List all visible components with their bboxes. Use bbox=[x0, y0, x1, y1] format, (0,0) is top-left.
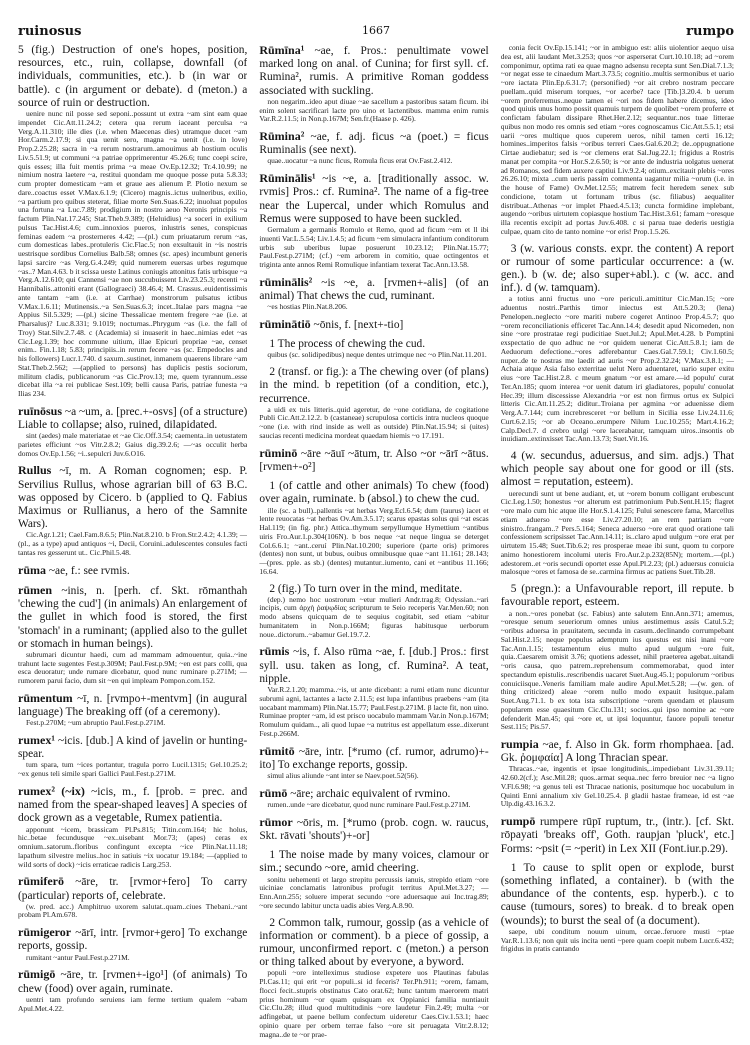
entry-citations: quae..uocatur ~a nunc ficus, Romula ficus erat Ov.Fast.2.412. bbox=[267, 156, 453, 166]
dictionary-entry bbox=[259, 480, 488, 576]
entry-definition bbox=[259, 849, 488, 875]
entry-definition bbox=[18, 785, 247, 826]
definition-text: ~ī, n. [rvmpo+-mentvm] (in augural language) The breaking off (of a ceremony). bbox=[18, 692, 248, 719]
entry-citations: non negarim..ideo aput diuae ~ae sacellum a pastoribus satam ficum. ibi enim solent sacrificari lacte pro uino et lactentibus. mamma enim rumis Var.R.2.11.5; in Non.p.167M; Sen.fr.(Haase p. 426). bbox=[259, 96, 489, 124]
dictionary-entry bbox=[259, 338, 488, 360]
entry-definition bbox=[259, 645, 488, 686]
dictionary-entry bbox=[259, 816, 488, 843]
definition-text: 2 (transf. or fig.): a The chewing over (of plans) in the mind. b repetition (of a condition, etc.), recurrence. bbox=[259, 366, 489, 405]
entry-headword: rumex² (~ix) bbox=[18, 783, 85, 798]
entry-citations: quibus (sc. solidipedibus) neque dentes utrimque nec ~o Plin.Nat.11.201. bbox=[267, 350, 487, 360]
entry-citations: uentri tam profundo seruiens iam ferme tertium qualem ~abam Apul.Met.4.22. bbox=[18, 994, 248, 1013]
definition-text: ~ārī, intr. [rvmor+gero] To exchange reports, gossip. bbox=[18, 927, 248, 953]
definition-text: 1 The process of chewing the cud. bbox=[269, 338, 426, 351]
dictionary-entry bbox=[259, 745, 488, 781]
entry-definition bbox=[259, 130, 488, 157]
entry-definition bbox=[259, 44, 488, 98]
definition-text: rumpere rūpī ruptum, tr., (intr.). [cf. Skt. rōpayati 'breaks off', Goth. raupjan 'pluck', etc.] Forms: ~psit (= ~perit) in Lex XII (Font.iur.p.29). bbox=[500, 816, 735, 855]
definition-text: ~a ~um, a. [prec.+-osvs] (of a structure) Liable to collapse; also, ruined, dilapidated. bbox=[18, 405, 248, 431]
definition-text: ~is ~e, a. [rvmen+-alis] (of an animal) That chews the cud, ruminant. bbox=[259, 276, 489, 302]
entry-headword: rūmigeror bbox=[18, 925, 72, 940]
entry-citations: Germalum a germanis Romulo et Remo, quod ad ficum ~em et ll ibi inuenti Var.L.5.54; Liv.1.4.5; ad ficum ~em simulacra infantium conditorum urbis sub uberibus lupae posuerunt 10.23.12; Plin.Nat.15.77; Paul.Fest.p.271M; (cf.) ~em arborem in comitio, quae octingentos et triginta ante annos Remi Romulique infantiam texerat Tac.Ann.13.58. bbox=[259, 225, 489, 270]
definition-text: ~āre, tr. [rvmor+fero] To carry (particular) reports of, celebrate. bbox=[18, 876, 248, 902]
entry-headword: rumpō bbox=[500, 814, 536, 829]
entry-citations: (w. pred. acc.) Amphitruo uxorem salutat..quam..ciues Thebani..~ant probam Pl.Am.678. bbox=[18, 901, 248, 920]
definition-text: 1 The noise made by many voices, clamour or sim.; secundo ~ore, amid cheering. bbox=[259, 849, 489, 875]
definition-text: ~icis, m., f. [prob. = prec. and named from the spear-shaped leaves] A species of dock grown as a vegetable, Rumex patientia. bbox=[18, 785, 248, 825]
page-header bbox=[18, 24, 734, 38]
definition-text: ~is ~e, a. [traditionally assoc. w. rvmis] Pros.: cf. Rumina². The name of a fig-tree near the Lupercal, under which Romulus and Remus were supposed to have been suckled. bbox=[259, 173, 489, 225]
entry-headword: rumex¹ bbox=[18, 733, 55, 748]
entry-citations: Cic.Agr.1.21; Cael.Fam.8.6.5; Plin.Nat.8.210. b Fron.Str.2.4.2; 4.1.39; —(pl., as a type) apud antiquos ~i, Decii, Coruini..adulescentes consules facti tantas res gesserunt ut.. Cic.Phil.5.48. bbox=[18, 530, 248, 557]
dictionary-entry bbox=[18, 926, 247, 962]
definition-text: ~āre ~āuī ~ātum, tr. Also ~or ~ārī ~ātus. [rvmen+-o²] bbox=[259, 447, 489, 473]
dictionary-entry bbox=[501, 44, 734, 237]
dictionary-entry bbox=[18, 464, 247, 557]
entry-headword: ruīnōsus bbox=[18, 403, 63, 418]
definition-text: ~ī, m. A Roman cognomen; esp. P. Servilius Rullus, whose agrarian bill of 63 B.C. was opposed by Cicero. b (applied to Q. Fabius Maximus or Rullianus, a hero of the Samnite Wars). bbox=[18, 465, 248, 531]
entry-headword: rūmigō bbox=[18, 967, 56, 982]
entry-citations: Var.R.2.1.20; mamma..~is, ut ante dicebant: a rumi etiam nunc dicuntur subrumi agni, lactantes a lacte 2.11.5; est lupa infantibus praebens ~am (ita uocabant mammam) Plin.Nat.15.77; Paul.Fest.p.271M. β lacte fit, non uino. Ruminae propter ~am, id est prisco uocabulo mammam Var.in Non.p.167M; Romulum quidam.., ali quod lupae ~a nutritus est appellatum esse..dixerunt Fest.p.266M. bbox=[259, 685, 489, 738]
definition-text: ~ae, f. adj. ficus ~a (poet.) = ficus Ruminalis (see next). bbox=[259, 131, 489, 157]
entry-citations: uerecundi sunt ut bene audiant, et, ut ~orem bonum colligant erubescunt Cic.Leg.1.50; honestus ~or alterum est patrimonium Pub.Sent.H.15; flagret ~ore malo cum hic atque ille Hor.S.1.4.125; Fului senescere fama, Marcellus etiam aduerso ~ore esse Liv.27.20.10; an rem patriam ~ore sinistro..frangam..? Pers.5.164; Seneca aduerso ~ore erat quod oratione tali confessionem scripsisset Tac.Ann.14.11; is..claro apud uulgum ~ore erat per uirtutem 15.48; Suet.Tib.6.2; res prosperae meae ibi sunt, quom tu corpore animo honestiorem incolumi uteris Fro.Aur.2.p.232(85N); mortem..—(pl.) adestorem..et ~oris secundi oportet esse Apul.Pl.2.23; (pl.) aduersus conuicia malosque ~ores et famosa de se..carmina firmus ac patiens Suet.Tib.28. bbox=[500, 488, 735, 577]
dictionary-entry bbox=[259, 276, 488, 312]
definition-text: ~ōris, m. [*rumo (prob. cogn. w. raucus, Skt. rāvati 'shouts')+-or] bbox=[259, 816, 489, 842]
entry-headword: rūmen bbox=[18, 582, 52, 597]
dictionary-entry bbox=[501, 450, 734, 577]
dictionary-entry bbox=[259, 917, 488, 1040]
dictionary-entry bbox=[18, 875, 247, 920]
definition-text: ~icis. [dub.] A kind of javelin or hunting-spear. bbox=[18, 735, 248, 761]
definition-text: ~āre, intr. [*rumo (cf. rumor, adrumo)+-ito] To exchange reports, gossip. bbox=[259, 745, 489, 771]
dictionary-entry bbox=[259, 787, 488, 810]
column-right bbox=[501, 44, 734, 1045]
definition-text: 3 (w. various consts. expr. the content) A report or rumour of some particular occurrence: a (w. gen.). b (w. de; also super+abl.). c (w. acc. and inf.). d (w. tamquam). bbox=[500, 242, 735, 295]
entry-citations: Thracas..~ae, ingentis et ipsae longitudinis,..impediebant Liv.31.39.11; 42.60.2(cf.); Asc.Mil.28; quos..armat sequa..nec ferro breuior nec ~a ligno V.Fl.6.98; ~a genus teli est Thracae nationis, positumque hoc uocabulum in Quinti Enni annalium xiv Gel.10.25.4. β gladii hastae frameae, id est ~ae Ulp.dig.43.16.3.2. bbox=[500, 764, 735, 809]
entry-definition bbox=[18, 734, 247, 761]
entry-citations: sonitu uehementi et largo strepitu percussis ianuis, strepido etiam ~ore uiciniae conclamatis latronibus profugit territus Apul.Met.3.27; —Enn.Ann.255; soluere imperat secundo ~ore aduersaque aui Inc.trag.89; ~ore secundo labitur uncta uadis abies Verg.A.8.90. bbox=[259, 874, 489, 910]
entry-definition bbox=[18, 926, 247, 953]
entry-definition bbox=[259, 917, 488, 970]
entry-citations: sint (aedes) male materiatae et ~ae Cic.Off.3.54; caementa..in uetustatem parietes efficiunt ~os Vitr.2.8.2; Gaius dig.39.2.6; —~as occulit herba domos Ov.Ep.1.56; ~i..sepulcri Juv.6.O16. bbox=[18, 431, 248, 458]
dictionary-entry bbox=[18, 44, 247, 399]
entry-definition bbox=[501, 450, 734, 490]
entry-definition bbox=[18, 44, 247, 110]
dictionary-entry bbox=[18, 584, 247, 686]
entry-definition bbox=[259, 447, 488, 474]
entry-definition bbox=[259, 480, 488, 506]
definition-text: ~ae, f. Pros.: penultimate vowel marked long on anal. of Cunina; for first syll. cf. Rumina², rumis. A primitive Roman goddess associated with suckling. bbox=[259, 45, 489, 97]
definition-text: 1 To cause to split open or explode, burst (something inflated, a container). b (with the abundance of the contents, esp. hyperb.). c to cause (tumours, sores) to break. d to break open (wounds); to burst the seal of (a document). bbox=[500, 861, 735, 927]
entry-headword: rūmis bbox=[259, 644, 290, 659]
definition-text: ~āre, tr. [rvmen+-igo¹] (of animals) To chew (food) over again, ruminate. bbox=[18, 969, 248, 995]
dictionary-entry bbox=[259, 366, 488, 441]
entry-definition bbox=[18, 405, 247, 432]
dictionary-entry bbox=[501, 862, 734, 954]
entry-citations: rumitant ~antur Paul.Fest.p.271M. bbox=[26, 952, 130, 962]
definition-text: ~ōnis, f. [next+-tio] bbox=[313, 318, 404, 331]
column-middle bbox=[259, 44, 488, 1045]
entry-definition bbox=[259, 366, 488, 406]
dictionary-entry bbox=[18, 734, 247, 779]
column-left bbox=[18, 44, 247, 1045]
dictionary-columns bbox=[18, 44, 734, 1045]
entry-citations: populi ~ore intelleximus studiose expetere uos Plautinas fabulas Pl.Cas.11; qui erit ~or populi..si id feceris? Ter.Ph.911; ~orem, famam, flocci fecit..stupris obstinatus Cato orat.62; hunc tantum maerorem matri prius hominum ~or quam quisquam ex Oppianici familia nuntiauit Cic.Clu.28; illud quod multitudinis ~ore laudetur Fin.2.49; multa ~or adfingebat, ut paene bellum confectum uideretur Caes.Civ.1.53.1; haec opinio quare per orbem terrae falso ~ore sit peruagata Vitr.2.8.12; magna..de te ~or prae- bbox=[259, 968, 489, 1039]
entry-definition bbox=[501, 862, 734, 928]
entry-citations: a totius anni fructus uno ~ore periculi..amittitur Cic.Man.15; ~ore aduentus nostri..Parthis timor iniectus est Att.5.20.3; (lena) Penelopen..neglecto ~ore mariti nubere cogeret Antinoo Prop.4.5.7; quo ~orem reconciliationis efficeret Tac.Ann.14.4; desedit apud Nicomeden, non sine ~ore prostratae regi pudicitiae Suet.Jul.2; Apul.Met.4.28. b Pomptini exspectatio de quo adhuc ne ~or quidem uenerat Cic.Att.5.8.1; iam de Aeduorum defectione..~ores adferebantur Caes.Gal.7.59.1; Civ.1.60.5; nuper..de te nostras me laedit ad auris ~or Prop.2.32.24; V.Max.3.8.1; —Achaia atque Asia falso exterritae uelut Nero aduentaret, uario super exitu eius ~ore Tac.Hist.2.8. c meum gnatum ~or est amare.—id populu' curat Ter.An.185; quom interea ~or uenit datum iri gladiatores, populu' conuolat Hec.39; illum discessisse Alexandria ~or est non firmus ortus ex Sulpici litteris Cic.Att.11.25.2; diditur..Troiana per agmina ~or aduenisse diem Verg.A.7.144; cum increbresceret ~or bellum in Sicilia esse Liv.24.11.6; Curt.6.2.15; ~or ab Oceano..erumpere Nilum Luc.10.255; Mart.4.16.2; Calp.Decl.7. d crebro uulgi ~ore lacerabatur, tamquam uiros..insontis ob inuidiam..extinxisset Tac.Ann.13.73; Suet.Vit.16. bbox=[500, 294, 735, 444]
definition-text: 2 (fig.) To turn over in the mind, meditate. bbox=[269, 582, 463, 595]
definition-text: ~is, f. Also rūma ~ae, f. [dub.] Pros.: first syll. usu. taken as long, cf. Rumina². A teat, nipple. bbox=[259, 646, 489, 685]
entry-citations: simul alius aliunde ~ant inter se Naev.poet.52(56). bbox=[267, 770, 419, 780]
dictionary-entry bbox=[259, 44, 488, 124]
entry-citations: uenire nunc nil posse sed seponi..possunt ut extra ~am sint eam quae impendet Cic.Att.11.24.2; cetera qua rerum iaceant perculsa ~a Verg.A.11.310; ille dies (i.e. when Maecenas dies) utramque ducet ~am Hor.Carm.2.17.9; si qua uenit sero, magna ~a uenit (i.e. in love) Prop.2.25.28; sacra in ~a rerum nostrarum..amouimus ab hostium oculis Liv.5.51.9; ut communi ~a patriae opprimerentur 45.26.6; tunc coepi scire, quis esses; illa fuit mentis prima ~a meae Ov.Ep.12.32; Tr.4.10.99; ne nimium nostra laetere ~a, restitui quondam me quoque posse puta 5.8.33; cum propter domesticam ~am et graue aes alienum P. Plotio nexum se dare..coactus esset V.Max.6.1.9; (Cicero) magnis..ictus uulneribus, exilio, ~a partium pro quibus steterat, filiae morte Sen.Suas.6.22; inuoluat populos una fortuna ~a Luc.7.89; prodigium in nostro aeuo Neronis principis ~a factum Plin.Nat.17.245; Stat.Theb.9.389; (Heluidius) ~a soceri in exilium pulsus Tac.Hist.4.6; cum..innoxios pueros, inlustris senes, conspicuas feminas eadem ~a prosterneres 4.42; —(pl.) cum priuatarum rerum ~as, cum domesticas labes..protuleris Cic.Flac.5; non exsultauit in ~is nostris uestrisque sordibus Cornelius Balb.58; omnes (sc. apes) incumbunt generis lapsi sarcire ~as Verg.G.4.249; quid numerem euersas urbes regumque ~as..? Man.4.63. b it scissa ueste Latinus coniugis attonitus fatis urbisque ~a Verg.A.12.610; qui Cannensi ~ae non succubuissent Liv.23.25.3; recenti ~a Hannibalis..attoniti erant (Gallograeci) 38.46.4; M. Crassus..euidentissimis ante tantam ~am (i.e. at Carrhae) monstrorum pulsatus ictibus V.Max.1.6.11; Mutinensis..~a Sen.Suas.6.3; incet..Italae pars magna ~ae Appius Sil.5.329; —(pl.) sicine Thessalicae mentem fregere ~ae (i.e. at Pharsalus)? Luc.8.331; 9.1019; nocturnas..Phrygum ~as (i.e. the fall of Troy) Stat.Silv.2.7.48. c (Academia) si inuaserit in haec..nimias edet ~as Cic.Leg.1.39; hoc commune uitium, illae Epicuri propriae ~ae, censet enim.. Fin.1.18; 5.83; principiis..in rerum fecere ~as (sc. Empedocles and his followers) Lucr.1.740. d saxum..sustinet, inmanem quaerens librare ~am Stat.Theb.2.562; —(applied to persons) has duplicis pestis sociorum, militum cladis, publicanorum ~as Cic.Prov.13; me, quem tyrannum..esse dicebat illa ~a rei publicae Sest.109; belli causa Paris, patriae funesta ~a Ilias 234. bbox=[18, 109, 248, 399]
entry-definition bbox=[259, 276, 488, 303]
dictionary-entry bbox=[18, 968, 247, 1013]
dictionary-entry bbox=[259, 447, 488, 474]
entry-headword: rūmiferō bbox=[18, 874, 64, 889]
entry-definition bbox=[259, 318, 488, 332]
entry-headword: rūminālis² bbox=[259, 274, 313, 289]
definition-text: ~inis, n. [perh. cf. Skt. rōmanthah 'chewing the cud'] (in animals) An enlargement of the gullet in which food is stored, the first 'stomach' in a ruminant; (applied also to the gullet or stomach in human beings). bbox=[18, 584, 248, 650]
dictionary-entry bbox=[18, 564, 247, 578]
entry-definition bbox=[259, 787, 488, 801]
definition-text: 5 (fig.) Destruction of one's hopes, position, resources, etc., ruin, collapse, downfall (of individuals, communities, etc.). b (in war or battle). c (in argument or debate). d (meton.) a source of ruin or destruction. bbox=[18, 44, 248, 109]
dictionary-entry bbox=[501, 243, 734, 445]
definition-text: 5 (pregn.): a Unfavourable report, ill repute. b favourable report, esteem. bbox=[500, 583, 735, 609]
entry-headword: rūmentum bbox=[18, 690, 73, 705]
entry-definition bbox=[18, 584, 247, 651]
entry-definition bbox=[259, 745, 488, 772]
entry-citations: conia fecit Ov.Ep.15.141; ~or in ambiguo est: aliis uiolentior aequo uisa dea est, alii laudant Met.3.253; quos ~or asperserat Curt.10.10.18; ad ~orem componimur, optima rati ea quae magno adsensu recepta sunt Sen.Dial.7.1.3; ~or negat esse te cinaedum Mart.3.73.5; cognitio..multis sermonibus et uario ~ore iactata Plin.Ep.6.31.7; (personified) ~or ait crebro nostram peccare puellam..quid miserum torques, ~or acerbe? tace [Tib.]3.20.4. b uerum ~orem proferremus..neque tamen ei ~ori nos fidem habere dicemus, ideo quod quiuis unus homo possit quamuis turpem de quolibet ~orem proferre et confictam fabulam dissipare Rhet.Her.2.12; sequantur..nos tuae litterae quibus non modo res omnis sed etiam ~ores cognoscamus Cic.Att.5.5.1; etsi uarii ~ores multique quos cuperem ueros, nihil tamen certi 16.12; homines..imperitos falsis ~oribus terreri Caes.Gal.6.20.2; de..oppugnatione Cirtae audiebatur; sed is ~or clemens erat Sal.Jug.22.1; frigidus a Rostris manat per compita ~or Hor.S.2.6.50; is ~or ante de industria uolgatus uenerat ad Romanos, sed fidem auxere captiui Liv.9.2.4; otium..excitauit plebis ~ores 26.26.10; mixta ..cum ueris passim commenta uagantur milia ~orum (i.e. in the house of Fame) Ov.Met.12.55; matrem fecit heredem senex sub condicione, totam ut fortunam tribus (sc. filiabus) aequaliter distribuat..Athenas ~or implet Phaed.4.5.13; cuncta formidine implebant, augendo ~oribus uirtutem copiasque hostium Tac.Hist.3.61; famam ~oresque illa recentis excipit ad portas Juv.6.408. c si parua tuae dederis uestigia culpae, quam cito de tanto nomine ~or eris! Prop.1.5.26. bbox=[500, 44, 735, 236]
entry-citations: apponunt ~icem, brassicam Pl.Ps.815; Titin.com.164; hic holus, hic..betae fecundusque ~ex..uisebant Mor.73; (apes) ceras ex omnium..satorum..floribus confingunt excepta ~ice Plin.Nat.11.18; lapathum silvestre melius..hoc in satiuis ~ix uocatur 19.184; —(applied to wild sorts of dock) ~icis erraticae radicis Larg.253. bbox=[18, 824, 248, 869]
entry-definition bbox=[18, 968, 247, 995]
dictionary-entry bbox=[259, 130, 488, 166]
entry-headword: rūmō bbox=[259, 785, 288, 800]
definition-text: ~āre; archaic equivalent of rvmino. bbox=[290, 787, 451, 800]
entry-headword: rūminō bbox=[259, 445, 298, 460]
entry-headword: rūminātiō bbox=[259, 316, 311, 331]
entry-definition bbox=[501, 243, 734, 296]
page-number: 1667 bbox=[362, 24, 390, 37]
dictionary-entry bbox=[259, 849, 488, 910]
entry-citations: rumen..unde ~are dicebatur, quod nunc ruminare Paul.Fest.p.271M. bbox=[267, 799, 471, 809]
definition-text: 1 (of cattle and other animals) To chew (food) over again, ruminate. b (absol.) to chew the cud. bbox=[259, 480, 489, 506]
dictionary-entry bbox=[501, 738, 734, 809]
entry-definition bbox=[18, 875, 247, 902]
dictionary-entry bbox=[259, 645, 488, 738]
entry-citations: a non..~ores ponebat (sc. Fabius) ante salutem Enn.Ann.371; amemus, ~oresque senum seueriorum omnes unius aestimemus assis Catul.5.2; ~oribus aduersa in prauitatem, secunda in casum..declinando corrumpebant Sal.Hist.2.15; neque populus ademptum ius questus est nisi inani ~ore Tac.Ann.1.15; testamentum eius multo apud uulgum ~ore fuit, quia..Caesarem omisit 3.76; quotiens adesset, nihil praeterea agebat..uitandi ~oris causa, quo patrem..reprehensum commemorabat, quod inter spectandum epistulis..rescribendis uacaret Suet.Aug.45.1; populorum ~oribus conuiciisque..Veneris familiam male audire Apul.Met.5.28; —(w. gen. of thing criticized) aleae ~orem nullo modo expauit lusitque..palam Suet.Aug.71.1. b ex tota ista subscriptione ~orem quendam et plausum popularem esse quaesitum Cic.Clu.131; socios..qui ipso nomine ac ~ore defenderit Man.45; qui ~ore et, ut ipsi loquuntur, fauore populi tenetur Sest.115; Pis.57. bbox=[500, 608, 735, 732]
right-guide-word: rumpo bbox=[686, 24, 734, 39]
dictionary-entry bbox=[18, 692, 247, 728]
entry-headword: Rūminālis¹ bbox=[259, 171, 316, 186]
dictionary-entry bbox=[259, 318, 488, 332]
entry-citations: ille (sc. a bull)..pallentis ~at herbas Verg.Ecl.6.54; dum (taurus) iacet et lente reuocatas ~at herbas Ov.Am.3.5.17; scarus epastas solus qui ~at escas Hal.119; (in fig. phr.) Attica..thymum serpyllumque Hymettium ~antibus uiris Fro.Aur.1.p.304(106N). b bos neque ~at neque lingua se deterget Col.6.6.1; ~ant..ceruí Plin.Nat.10.200; superiore (parte oris) primores (dentes) non sunt, ut bubus, ouibus omnibusque quae ~ant 11.161; 28.143; —(pres. pple. as sb.) (dentes) mutantur..iumento, cani et ~antibus 11.166; 16.64. bbox=[259, 505, 489, 576]
entry-definition bbox=[501, 738, 734, 765]
entry-definition bbox=[259, 172, 488, 226]
entry-headword: rūmitō bbox=[259, 743, 295, 758]
entry-citations: saepe, ubi conditum nouum uinum, orcae..feruore musti ~ptae Var.R.1.13.6; non quit uis incita uenti ~pere quam coepit nubem Lucr.6.432; frigidus in pratis cantando bbox=[500, 926, 735, 954]
entry-headword: Rullus bbox=[18, 463, 52, 478]
dictionary-entry bbox=[501, 583, 734, 732]
definition-text: ~ae, f. Also in Gk. form rhomphaea. [ad. Gk. ῥομφαία] A long Thracian spear. bbox=[500, 739, 735, 765]
entry-definition bbox=[501, 815, 734, 856]
dictionary-entry bbox=[259, 583, 488, 640]
entry-citations: tum spara, tum ~ices portantur, tragula porro Lucil.1315; Gel.10.25.2; ~ex genus teli simile spari Gallici Paul.Fest.p.271M. bbox=[18, 760, 248, 779]
entry-definition bbox=[18, 464, 247, 531]
dictionary-entry bbox=[18, 405, 247, 459]
entry-definition bbox=[18, 692, 247, 719]
entry-definition bbox=[18, 564, 247, 578]
entry-headword: rūmor bbox=[259, 814, 293, 829]
entry-headword: rūma bbox=[18, 562, 46, 577]
definition-text: 4 (w. secundus, aduersus, and sim. adjs.) That which people say about one for good or ill (sts. almost = reputation, esteem). bbox=[500, 450, 735, 489]
entry-citations: ~es hostias Plin.Nat.8.206. bbox=[267, 302, 348, 312]
entry-headword: rumpia bbox=[500, 737, 539, 752]
entry-definition bbox=[259, 583, 488, 596]
dictionary-entry bbox=[259, 172, 488, 270]
entry-citations: a uidi ex tuis litteris..quid ageretur, de ~one cotidiana, de cogitatione Publi Cic.Att.2.12.2. b (castaneae) scrupulosa corticis intra nucleos quoque ~one (i.e. with rind inside as well as outside) Plin.Nat.15.94; si (uites) saucias recenti medicina mordeat quaedam hiemis ~o 17.191. bbox=[259, 404, 489, 440]
entry-definition bbox=[259, 816, 488, 843]
definition-text: 2 Common talk, rumour, gossip (as a vehicle of information or comment). b a piece of gossip, a rumour, unconfirmed report. c (meton.) a person or thing talked about by everyone, a byword. bbox=[259, 916, 489, 969]
left-guide-word: ruinosus bbox=[18, 24, 82, 39]
dictionary-entry bbox=[501, 815, 734, 856]
definition-text: ~ae, f.: see rvmis. bbox=[48, 564, 130, 577]
entry-headword: Rūmīna¹ bbox=[259, 44, 305, 57]
entry-citations: subrumari dicuntur haedi, cum ad mammam admouentur, quia..~ine trahunt lacte sugentes Fest.p.309M; Paul.Fest.p.9M; ~en est pars colli, qua esca deuoratur; unde rumare dicebatur, quod nunc ruminare p.271M; —rumorem parui facio, dum sit ~en qui impleam Pompon.com.152. bbox=[18, 649, 248, 686]
entry-definition bbox=[501, 583, 734, 609]
entry-citations: (dep.) nemo hoc uostrorum ~etur mulieri Andr.trag.8; Odyssian..~ari incipis, cum ἀρχὴ ῥαψῳδίας scripturum te Seio receperis Var.Men.60; non modo absens quicquam de te sequius cogitabit, sed etiam ~abitur humanitatem in Non.p.166M; figuras habitusque uerborum noue..dictorum..~abamur Gel.19.7.2. bbox=[259, 594, 489, 639]
entry-citations: Fest.p.270M; ~um abruptio Paul.Fest.p.271M. bbox=[26, 718, 166, 728]
dictionary-entry bbox=[18, 785, 247, 869]
entry-headword: Rūmina² bbox=[259, 129, 305, 144]
